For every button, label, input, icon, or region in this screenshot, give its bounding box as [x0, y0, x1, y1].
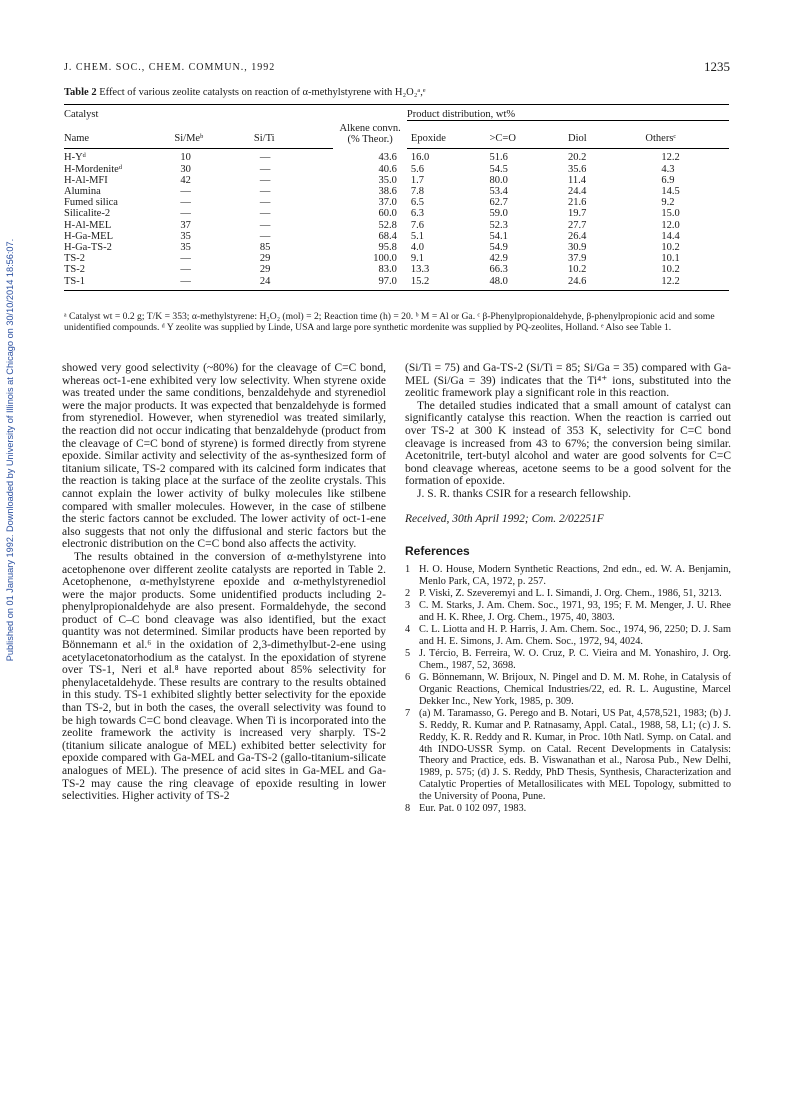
reference-number: 3	[405, 600, 411, 612]
table-cell: 37.9	[567, 253, 587, 265]
references-heading: References	[405, 544, 470, 559]
table-row	[64, 231, 729, 242]
table-cell: 29	[259, 253, 271, 265]
table-footnote: ᵃ Catalyst wt = 0.2 g; T/K = 353; α-methylstyrene: H₂O₂ (mol) = 2; Reaction time (h) = 20. ᵇ M = Al or Ga. ᶜ β-Phenylpropionaldehyde, β-phenylpropionic acid and some unidentified compounds. ᵈ Y zeolite was supplied by Linde, USA and large pore synthetic mordenite was supplied by PQ-zeolites, Holland. ᵉ Also see Table 1.	[64, 311, 715, 334]
table-row	[64, 186, 729, 197]
table-cell: H-Ga-MEL	[64, 230, 113, 242]
reference-number: 2	[405, 587, 411, 599]
table-cell: 35.0	[378, 174, 397, 186]
table-cell: 5.1	[410, 230, 425, 242]
table-caption-text: Effect of various zeolite catalysts on reaction of α-methylstyrene with H₂O₂ᵃ,ᵉ	[99, 87, 426, 98]
table-cell: 62.7	[489, 197, 508, 209]
table-cell: 59.0	[489, 208, 508, 220]
reference-list	[405, 564, 731, 815]
table-cell: 27.7	[567, 219, 587, 231]
table-cell: 12.2	[645, 276, 729, 291]
table-row	[64, 253, 729, 264]
table-cell: H-Al-MEL	[64, 219, 112, 231]
table-cell: 30	[180, 163, 191, 175]
table-cell: 35	[180, 242, 191, 254]
table-row	[64, 220, 729, 231]
reference-item	[405, 564, 731, 588]
download-watermark-text: Published on 01 January 1992. Downloaded by University of Illinois at Chicago on 30/10/2014 18:56:07.	[5, 238, 15, 662]
reference-item	[405, 672, 731, 707]
table-cell: 1.7	[410, 174, 425, 186]
reference-item	[405, 648, 731, 672]
table-group-header	[64, 105, 729, 121]
table-cell: TS-2	[64, 264, 85, 276]
table-cell: 52.8	[378, 219, 397, 231]
reference-number: 7	[405, 708, 411, 720]
col-carbonyl: >C=O	[490, 121, 568, 149]
table-cell: 40.6	[378, 163, 397, 175]
reference-text: Eur. Pat. 0 102 097, 1983.	[419, 803, 527, 815]
table-cell: 21.6	[567, 197, 587, 209]
col-conversion: Alkene convn. (% Theor.)	[333, 105, 407, 149]
table-cell: 37	[180, 219, 191, 231]
table-cell: 54.9	[489, 242, 508, 254]
table-cell: 10.2	[567, 264, 587, 276]
table-cell: —	[180, 186, 191, 198]
received-date: Received, 30th April 1992; Com. 2/02251F	[405, 512, 604, 525]
group-products: Product distribution, wt%	[407, 105, 729, 121]
reference-text: H. O. House, Modern Synthetic Reactions, 2nd edn., ed. W. A. Benjamin, Menlo Park, CA, 1972, p. 257.	[419, 563, 731, 587]
reference-number: 1	[405, 563, 411, 575]
table-cell: 53.4	[489, 186, 508, 198]
table-cell: —	[259, 174, 271, 186]
table-cell: 9.2	[661, 197, 675, 209]
body-paragraph: The detailed studies indicated that a small amount of catalyst can significantly catalyse this reaction. When the reaction is carried out over TS-2 at 300 K instead of 353 K, selectivity for C=C bond cleavage is increased from 43 to 67%; the conversion being similar. Acetonitrile, tert-butyl alcohol and water are good solvents for C=C bond cleavage whereas, acetone seems to be a good solvent for the formation of epoxide.	[405, 399, 731, 488]
table-cell: —	[259, 197, 271, 209]
reference-number: 5	[405, 648, 411, 660]
table-cell: 16.0	[410, 152, 430, 164]
table-row	[64, 276, 729, 291]
table-cell: 52.3	[489, 219, 508, 231]
table-cell: Fumed silica	[64, 197, 118, 209]
table-cell: 42.9	[489, 253, 508, 265]
reference-text: G. Bönnemann, W. Brijoux, N. Pingel and D. M. M. Rohe, in Catalysis of Organic Reactions, Chemical Industries/22, ed. R. L. Augustine, Marcel Dekker Inc., New York, 1985, p. 309.	[419, 672, 731, 707]
body-paragraph: showed very good selectivity (~80%) for the cleavage of C=C bond, whereas oct-1-ene exhibited very low selectivity. When styrene oxide was treated under the same conditions, benzaldehyde and styrenediol were the major products. It was expected that benzaldehyde is formed from styrenediol. However, when styrenediol was treated similarly, the reaction did not occur indicating that benzaldehyde (product from the cleavage of C=C bond of styrene) is formed directly from styrene epoxide. Similar activity and selectivity of the as-synthesized form of titanium silicate, TS-2 compared with its calcined form indicates that the reaction is taking place at the surface of the zeolite crystals. This cannot explain the lower activity of bulky molecules like stilbene compared with smaller molecules. However, in the case of stilbene the steric factors cannot be excluded. The lower activity of oct-1-ene also suggests that not only the diffusional and steric factors but the electronic distribution on the C=C bond also affects the activity.	[62, 362, 386, 551]
table-row	[64, 164, 729, 175]
table-cell: 37.0	[378, 197, 397, 209]
table-cell: 54.1	[489, 230, 508, 242]
table-cell: 51.6	[489, 152, 508, 164]
table-cell: —	[259, 219, 271, 231]
table-cell: 24.4	[567, 186, 587, 198]
right-column	[405, 362, 731, 815]
table-cell: Silicalite-2	[64, 208, 111, 220]
left-column	[62, 362, 386, 803]
reference-item	[405, 708, 731, 802]
col-name: Name	[64, 121, 174, 149]
table-cell: 29	[259, 264, 271, 276]
table-cell: —	[180, 264, 191, 276]
reference-text: C. M. Starks, J. Am. Chem. Soc., 1971, 93, 195; F. M. Menger, J. U. Rhee and H. K. Rhee, J. Org. Chem., 1975, 40, 3803.	[419, 600, 731, 623]
col-diol: Diol	[568, 121, 645, 149]
table-cell: 6.9	[661, 174, 675, 186]
table-cell: 26.4	[567, 230, 587, 242]
table-cell: —	[180, 253, 191, 265]
table-cell: 14.4	[661, 230, 680, 242]
table-cell: 54.5	[489, 163, 508, 175]
col-others: Othersᶜ	[645, 121, 729, 149]
table-cell: 42	[180, 174, 191, 186]
table-cell: 85	[259, 242, 271, 254]
table-cell: TS-2	[64, 253, 85, 265]
table-cell: —	[259, 186, 271, 198]
body-paragraph: (Si/Ti = 75) and Ga-TS-2 (Si/Ti = 85; Si/Ga = 35) compared with Ga-MEL (Si/Ga = 39) indicates that the Ti⁴⁺ ions, substituted into the zeolitic framework play a significant role in this reaction.	[405, 362, 731, 400]
table-cell: 15.2	[407, 276, 490, 291]
table-cell: 43.6	[378, 152, 397, 164]
acknowledgement: J. S. R. thanks CSIR for a research fellowship.	[417, 487, 631, 500]
table-cell: 19.7	[567, 208, 587, 220]
table-cell: 100.0	[373, 253, 397, 265]
table-cell: 60.0	[378, 208, 397, 220]
table-cell: 95.8	[378, 242, 397, 254]
reference-text: (a) M. Taramasso, G. Perego and B. Notari, US Pat, 4,578,521, 1983; (b) J. S. Reddy, R. Kumar and P. Ratnasamy, Appl. Catal., 1988, 58, L1; (c) J. S. Reddy, K. R. Reddy and R. Kumar, in Proc. 10th Natl. Symp. on Catal. and 4th INDO-USSR Symp. on Catal. Recent Developments in Catalysis: Theory and Practice, eds. B. Viswanathan et al., Narosa Pub., New Delhi, 1989, p. 575; (d) J. S. Reddy, PhD Thesis, Synthesis, Characterization and Catalytic Properties of Metallosilicates with MEL Topology, submitted to the University of Poona, Pune.	[419, 708, 731, 802]
table-cell: 14.5	[661, 186, 680, 198]
table-cell: —	[174, 276, 254, 291]
table-cell: 4.3	[661, 163, 675, 175]
table-cell: H-Mordeniteᵈ	[64, 163, 123, 175]
table-cell: —	[180, 208, 191, 220]
reference-number: 8	[405, 803, 411, 815]
table-cell: 10.2	[661, 264, 680, 276]
table-cell: 5.6	[410, 163, 425, 175]
results-table	[64, 104, 729, 291]
table-cell: Alumina	[64, 186, 101, 198]
table-cell: 20.2	[567, 152, 587, 164]
table-cell: 6.5	[410, 197, 425, 209]
table-cell: H-Ga-TS-2	[64, 242, 112, 254]
reference-text: P. Viski, Z. Szeveremyi and L. I. Simandi, J. Org. Chem., 1986, 51, 3213.	[419, 587, 722, 599]
table-cell: —	[180, 197, 191, 209]
page-number: 1235	[704, 59, 730, 74]
table-cell: 12.2	[661, 152, 680, 164]
table-cell: 97.0	[333, 276, 407, 291]
table-cell: 35.6	[567, 163, 587, 175]
table-caption	[64, 87, 426, 98]
table-cell: 35	[180, 230, 191, 242]
table-cell: —	[259, 208, 271, 220]
table-row	[64, 175, 729, 186]
table-row	[64, 208, 729, 219]
table-row	[64, 197, 729, 208]
table-cell: 80.0	[489, 174, 508, 186]
table-cell: H-Yᵈ	[64, 152, 86, 164]
table-cell: 24.6	[568, 276, 645, 291]
table-cell: 15.0	[661, 208, 680, 220]
download-watermark	[4, 200, 16, 700]
reference-text: J. Tércio, B. Ferreira, W. O. Cruz, P. C. Vieira and M. Yonashiro, J. Org. Chem., 1987, 52, 3698.	[419, 648, 731, 672]
table-row	[64, 242, 729, 253]
table-cell: 11.4	[567, 174, 586, 186]
table-cell: 24	[254, 276, 333, 291]
table-cell: 10.2	[661, 242, 680, 254]
table-cell: 48.0	[490, 276, 568, 291]
table-cell: 68.4	[378, 230, 397, 242]
table-cell: 13.3	[410, 264, 430, 276]
table-cell: 7.6	[410, 219, 425, 231]
reference-number: 6	[405, 672, 411, 684]
body-paragraph: The results obtained in the conversion of α-methylstyrene into acetophenone over different zeolite catalysts are reported in Table 2. Acetophenone, α-methylstyrene epoxide and α-methylstyrenediol were the major products. Some unidentified products including 2-phenylpropionaldehyde are also present. Formaldehyde, the second product of C–C bond cleavage was also identified, but the exact quantity was not determined. Similar products have been reported by Bönnemann et al.⁶ in the oxidation of 2,3-dimethylbut-2-ene using acetylacetonatorhodium as the catalyst. In the epoxidation of styrene over TS-1, Neri et al.⁸ have reported about 85% selectivity for phenylacetaldehyde. These results are contrary to the results obtained in this study. TS-1 exhibited slightly better selectivity for the epoxide than TS-2, but in both the cases, the overall selectivity was found to be high towards C=C bond cleavage. When Ti is incorporated into the zeolite framework the activity is increased very sharply. TS-2 (titanium silicate analogue of MEL) exhibited better selectivity for epoxide compared with Ga-MEL and Ga-TS-2 (gallo-titanium-silicate analogues of MEL). The presence of acid sites in Ga-MEL and Ga-TS-2 may cause the ring cleavage of epoxide resulting in lower selectivities. Higher activity of TS-2	[62, 550, 386, 803]
table-cell: 83.0	[378, 264, 397, 276]
reference-number: 4	[405, 624, 411, 636]
table-row	[64, 264, 729, 275]
table-cell: 10.1	[661, 253, 680, 265]
col-si-ti: Si/Ti	[254, 121, 333, 149]
table-cell: —	[259, 152, 271, 164]
table-cell: 4.0	[410, 242, 425, 254]
table-cell: 30.9	[567, 242, 587, 254]
table-cell: H-Al-MFI	[64, 174, 108, 186]
table-cell: 9.1	[410, 253, 425, 265]
table-cell: 10	[180, 152, 191, 164]
reference-text: C. L. Liotta and H. P. Harris, J. Am. Chem. Soc., 1974, 96, 2250; D. J. Sam and H. E. Simons, J. Am. Chem. Soc., 1972, 94, 4024.	[419, 624, 731, 647]
table-body	[64, 149, 729, 290]
reference-item	[405, 600, 731, 624]
table-cell: TS-1	[64, 276, 174, 291]
table-label: Table 2	[64, 87, 97, 98]
reference-item	[405, 624, 731, 648]
group-catalyst: Catalyst	[64, 105, 333, 121]
table-cell: 6.3	[410, 208, 425, 220]
table-cell: 12.0	[661, 219, 680, 231]
table-row	[64, 149, 729, 164]
table-cell: 38.6	[378, 186, 397, 198]
table-cell: 66.3	[489, 264, 508, 276]
journal-citation: J. CHEM. SOC., CHEM. COMMUN., 1992	[64, 62, 276, 73]
table-cell: 7.8	[410, 186, 425, 198]
table-cell: —	[259, 230, 271, 242]
col-epoxide: Epoxide	[407, 121, 490, 149]
page-header	[64, 59, 730, 78]
table-cell: —	[259, 163, 271, 175]
reference-item	[405, 803, 731, 815]
reference-item	[405, 588, 731, 600]
col-si-me: Si/Meᵇ	[174, 121, 254, 149]
